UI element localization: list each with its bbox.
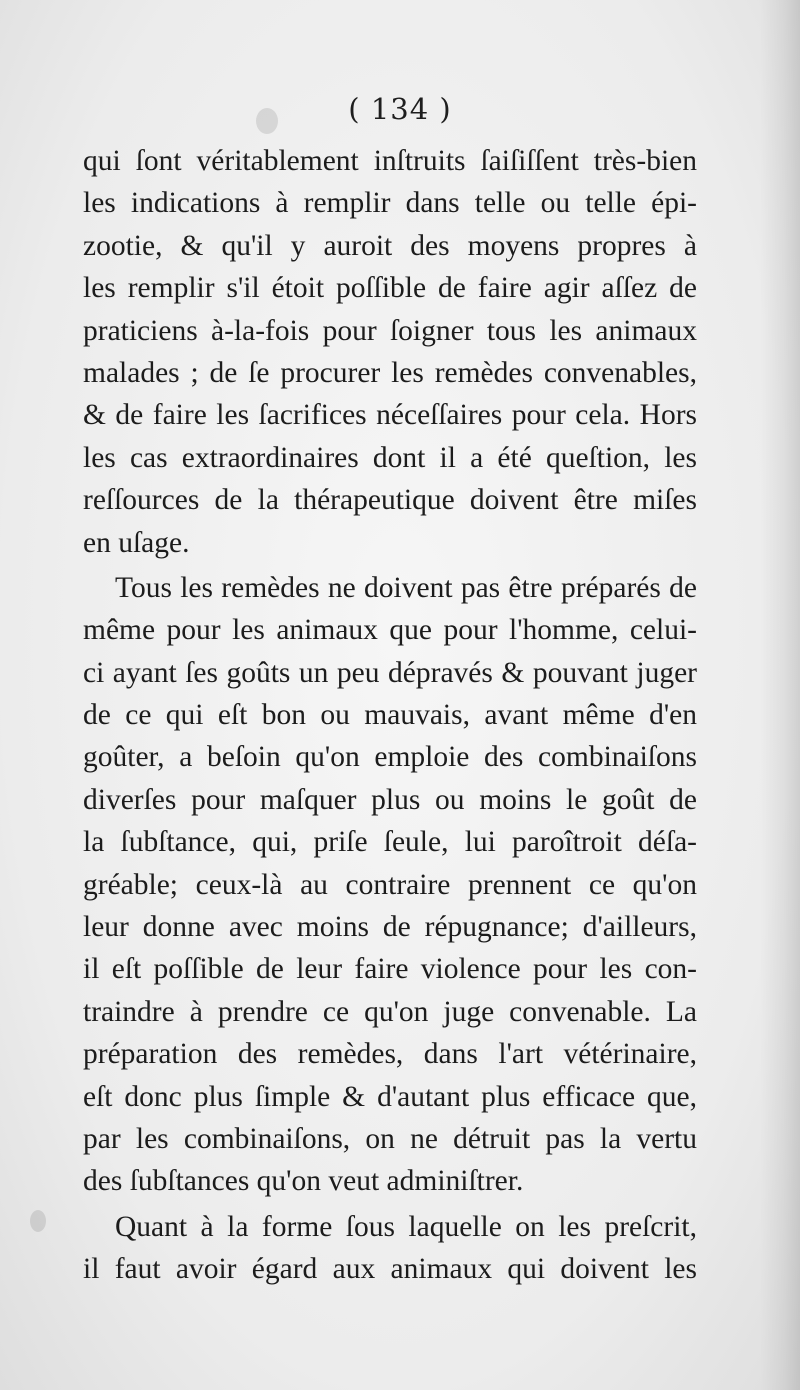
- text-line: & de faire les ſacrifices néceſſaires pour cela. Hors: [83, 399, 697, 432]
- text-line: les cas extraordinaires dont il a été queſtion, les: [83, 441, 697, 474]
- paragraph: [83, 140, 697, 564]
- text-line: les remplir s'il étoit poſſible de faire agir aſſez de: [83, 272, 697, 305]
- text-line: malades ; de ſe procurer les remèdes convenables,: [83, 356, 697, 389]
- text-line: gréable; ceux-là au contraire prennent ce qu'on: [83, 868, 697, 901]
- paragraph: [83, 567, 697, 1203]
- text-line: Quant à la forme ſous laquelle on les preſcrit,: [115, 1210, 697, 1243]
- text-line: traindre à prendre ce qu'on juge convenable. La: [83, 995, 697, 1028]
- text-line: la ſubſtance, qui, priſe ſeule, lui paroîtroit déſa-: [83, 826, 697, 859]
- text-line: de ce qui eſt bon ou mauvais, avant même d'en: [83, 699, 697, 732]
- text-line: par les combinaiſons, on ne détruit pas la vertu: [83, 1122, 697, 1155]
- text-line: reſſources de la thérapeutique doivent être miſes: [83, 484, 697, 517]
- text-line: eſt donc plus ſimple & d'autant plus efficace que,: [83, 1080, 697, 1113]
- text-line: des ſubſtances qu'on veut adminiſtrer.: [83, 1165, 524, 1198]
- paragraph: [83, 1206, 697, 1291]
- text-line: il eſt poſſible de leur faire violence pour les con-: [83, 953, 697, 986]
- text-line: en uſage.: [83, 526, 190, 559]
- text-line: praticiens à-la-fois pour ſoigner tous les animaux: [83, 314, 697, 347]
- text-line: qui ſont véritablement inſtruits ſaiſiſſent très-bien: [83, 145, 697, 177]
- text-line: il faut avoir égard aux animaux qui doivent les: [83, 1253, 697, 1286]
- text-line: même pour les animaux que pour l'homme, celui-: [83, 614, 697, 647]
- text-line: les indications à remplir dans telle ou telle épi-: [83, 187, 697, 220]
- page-edge-shadow: [760, 0, 800, 1390]
- text-line: ci ayant ſes goûts un peu dépravés & pouvant juger: [83, 656, 697, 689]
- text-line: diverſes pour maſquer plus ou moins le goût de: [83, 783, 697, 816]
- text-line: goûter, a beſoin qu'on emploie des combinaiſons: [83, 741, 697, 774]
- text-line: préparation des remèdes, dans l'art vétérinaire,: [83, 1038, 697, 1071]
- text-line: zootie, & qu'il y auroit des moyens propres à: [83, 229, 697, 262]
- page-number: ( 134 ): [348, 92, 452, 126]
- ink-blot: [30, 1210, 46, 1232]
- text-line: Tous les remèdes ne doivent pas être préparés de: [115, 571, 697, 604]
- text-line: leur donne avec moins de répugnance; d'ailleurs,: [83, 911, 697, 944]
- body-text: [83, 140, 697, 1291]
